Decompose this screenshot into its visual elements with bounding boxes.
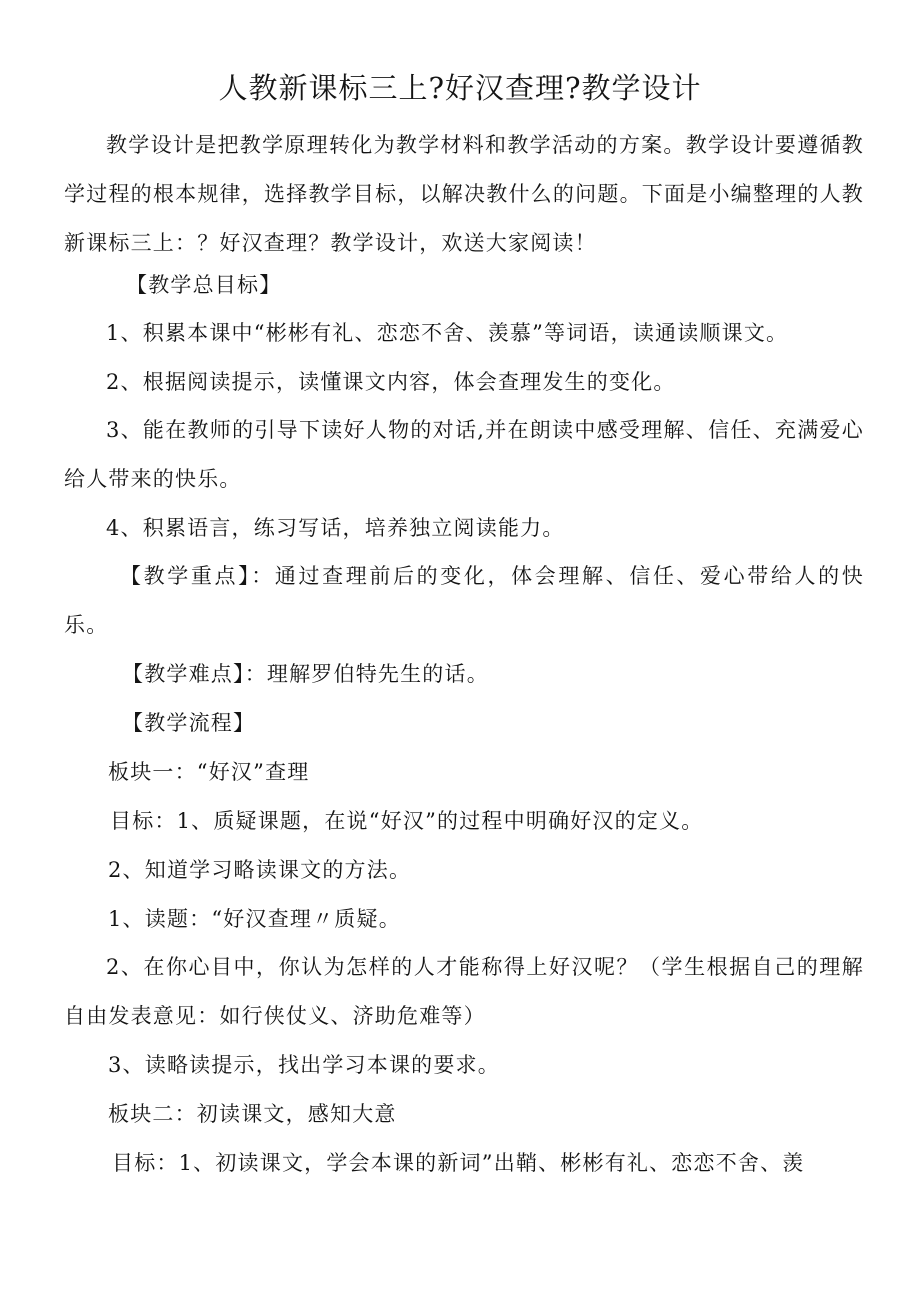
page-title: 人教新课标三上?好汉查理?教学设计 — [218, 71, 702, 105]
goal-item-4: 4、积累语言，练习写话，培养独立阅读能力。 — [106, 516, 565, 540]
key-point-paragraph: 【教学重点】：通过查理前后的变化，体会理解、信任、爱心带给人的快乐。 — [64, 564, 864, 637]
block-1-goal-b: 2、知道学习略读课文的方法。 — [108, 858, 412, 882]
block-2-title: 板块二：初读课文，感知大意 — [108, 1102, 397, 1126]
process-heading: 【教学流程】 — [122, 711, 256, 735]
step-3: 3、读略读提示，找出学习本课的要求。 — [108, 1053, 500, 1077]
goal-item-2: 2、根据阅读提示，读懂课文内容，体会查理发生的变化。 — [106, 370, 676, 394]
intro-paragraph: 教学设计是把教学原理转化为教学材料和教学活动的方案。教学设计要遵循教学过程的根本规律，选择教学目标，以解决教什么的问题。下面是小编整理的人教新课标三上：？好汉查理？教学设计，欢送大家阅读！ — [64, 133, 864, 255]
block-1-goal-a: 目标：1、质疑课题，在说“好汉”的过程中明确好汉的定义。 — [110, 809, 704, 833]
goal-item-3: 3、能在教师的引导下读好人物的对话,并在朗读中感受理解、信任、充满爱心给人带来的快乐。 — [64, 418, 864, 491]
goal-item-1: 1、积累本课中“彬彬有礼、恋恋不舍、羡慕”等词语，读通读顺课文。 — [106, 321, 789, 345]
difficulty-line: 【教学难点】：理解罗伯特先生的话。 — [122, 662, 489, 686]
step-2-paragraph: 2、在你心目中，你认为怎样的人才能称得上好汉呢？（学生根据自己的理解自由发表意见：如行侠仗义、济助危难等） — [64, 955, 864, 1028]
goals-heading: 【教学总目标】 — [126, 273, 282, 297]
step-1: 1、读题：“好汉查理〃质疑。 — [108, 907, 401, 931]
block-1-title: 板块一：“好汉”查理 — [108, 760, 310, 784]
block-2-goal: 目标：1、初读课文，学会本课的新词”出鞘、彬彬有礼、恋恋不舍、羡 — [112, 1151, 805, 1175]
